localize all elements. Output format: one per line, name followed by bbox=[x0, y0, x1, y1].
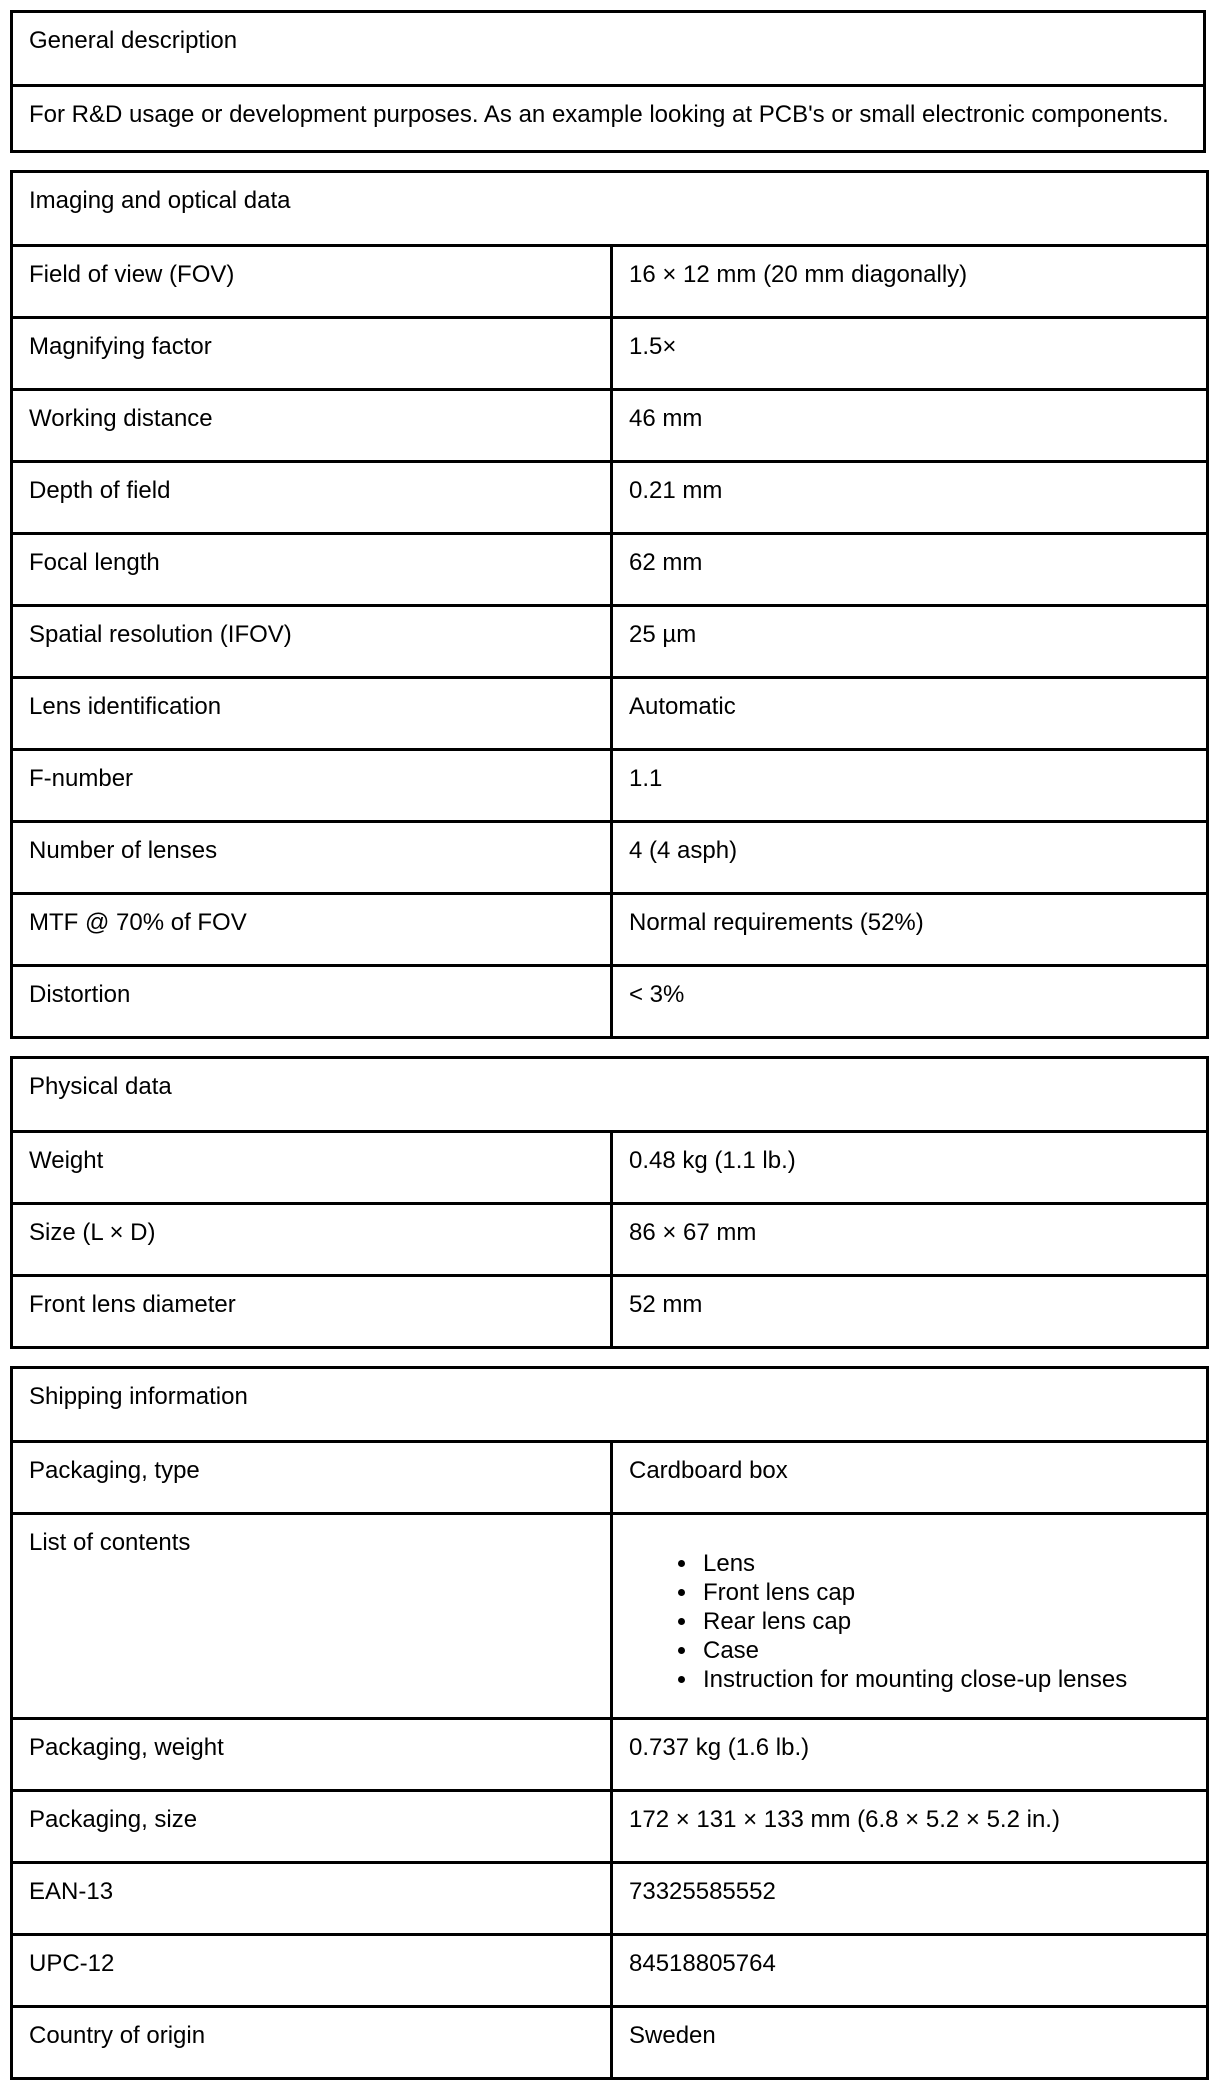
content-list-item: • Front lens cap bbox=[699, 1578, 1190, 1607]
spec-value: 0.48 kg (1.1 lb.) bbox=[612, 1132, 1208, 1204]
spec-value: 52 mm bbox=[612, 1276, 1208, 1348]
spec-value: 0.21 mm bbox=[612, 462, 1208, 534]
spec-label: Lens identification bbox=[12, 678, 612, 750]
content-list-item: • Lens bbox=[699, 1549, 1190, 1578]
general-description-text: For R&D usage or development purposes. As an example looking at PCB's or small electronic components. bbox=[12, 86, 1205, 152]
table-row bbox=[12, 534, 1208, 606]
imaging-optical-data-table bbox=[10, 170, 1209, 1039]
table-row bbox=[12, 1791, 1208, 1863]
spec-label: Packaging, type bbox=[12, 1442, 612, 1514]
spec-label: Front lens diameter bbox=[12, 1276, 612, 1348]
spec-label: Spatial resolution (IFOV) bbox=[12, 606, 612, 678]
spec-label: Depth of field bbox=[12, 462, 612, 534]
spec-value: 172 × 131 × 133 mm (6.8 × 5.2 × 5.2 in.) bbox=[612, 1791, 1208, 1863]
spec-label: MTF @ 70% of FOV bbox=[12, 894, 612, 966]
spec-label: UPC-12 bbox=[12, 1935, 612, 2007]
spec-value: 86 × 67 mm bbox=[612, 1204, 1208, 1276]
spec-label: Weight bbox=[12, 1132, 612, 1204]
table-row bbox=[12, 1514, 1208, 1719]
spec-label: EAN-13 bbox=[12, 1863, 612, 1935]
spec-value: Automatic bbox=[612, 678, 1208, 750]
spec-label: Field of view (FOV) bbox=[12, 246, 612, 318]
physical-data-table bbox=[10, 1056, 1209, 1349]
content-list-item: • Case bbox=[699, 1636, 1190, 1665]
table-row bbox=[12, 966, 1208, 1038]
spec-label: Packaging, size bbox=[12, 1791, 612, 1863]
spec-value: Cardboard box bbox=[612, 1442, 1208, 1514]
table-row bbox=[12, 1132, 1208, 1204]
table-row bbox=[12, 1719, 1208, 1791]
spec-label: F-number bbox=[12, 750, 612, 822]
table-row bbox=[12, 1276, 1208, 1348]
spec-label: Country of origin bbox=[12, 2007, 612, 2079]
spec-value: Normal requirements (52%) bbox=[612, 894, 1208, 966]
shipping-information-table bbox=[10, 1366, 1209, 2080]
spec-label: Size (L × D) bbox=[12, 1204, 612, 1276]
table-row bbox=[12, 678, 1208, 750]
spec-value: 16 × 12 mm (20 mm diagonally) bbox=[612, 246, 1208, 318]
spec-label: Number of lenses bbox=[12, 822, 612, 894]
spec-label: Working distance bbox=[12, 390, 612, 462]
content-list-item: • Instruction for mounting close-up lenses bbox=[699, 1665, 1190, 1694]
table-row bbox=[12, 1442, 1208, 1514]
table-row bbox=[12, 390, 1208, 462]
contents-list bbox=[629, 1549, 1190, 1694]
section-header-general-description: General description bbox=[12, 12, 1205, 86]
table-row bbox=[12, 606, 1208, 678]
spec-value: 1.1 bbox=[612, 750, 1208, 822]
table-row bbox=[12, 246, 1208, 318]
table-row bbox=[12, 1204, 1208, 1276]
spec-value: 1.5× bbox=[612, 318, 1208, 390]
table-row bbox=[12, 1935, 1208, 2007]
spec-value: < 3% bbox=[612, 966, 1208, 1038]
spec-value: 62 mm bbox=[612, 534, 1208, 606]
spec-label: List of contents bbox=[12, 1514, 612, 1719]
table-row bbox=[12, 894, 1208, 966]
general-description-table bbox=[10, 10, 1206, 153]
spec-label: Magnifying factor bbox=[12, 318, 612, 390]
table-row bbox=[12, 1863, 1208, 1935]
table-row bbox=[12, 2007, 1208, 2079]
spec-value: 84518805764 bbox=[612, 1935, 1208, 2007]
spec-value: 25 µm bbox=[612, 606, 1208, 678]
table-row bbox=[12, 822, 1208, 894]
spec-value: Sweden bbox=[612, 2007, 1208, 2079]
table-row bbox=[12, 462, 1208, 534]
spec-value: 4 (4 asph) bbox=[612, 822, 1208, 894]
spec-label: Focal length bbox=[12, 534, 612, 606]
table-row bbox=[12, 750, 1208, 822]
section-header-shipping-information: Shipping information bbox=[12, 1368, 1208, 1442]
spec-value: 73325585552 bbox=[612, 1863, 1208, 1935]
section-header-imaging-optical: Imaging and optical data bbox=[12, 172, 1208, 246]
spec-value-list bbox=[612, 1514, 1208, 1719]
section-header-physical-data: Physical data bbox=[12, 1058, 1208, 1132]
spec-value: 46 mm bbox=[612, 390, 1208, 462]
spec-label: Distortion bbox=[12, 966, 612, 1038]
spec-value: 0.737 kg (1.6 lb.) bbox=[612, 1719, 1208, 1791]
table-row bbox=[12, 318, 1208, 390]
content-list-item: • Rear lens cap bbox=[699, 1607, 1190, 1636]
spec-label: Packaging, weight bbox=[12, 1719, 612, 1791]
